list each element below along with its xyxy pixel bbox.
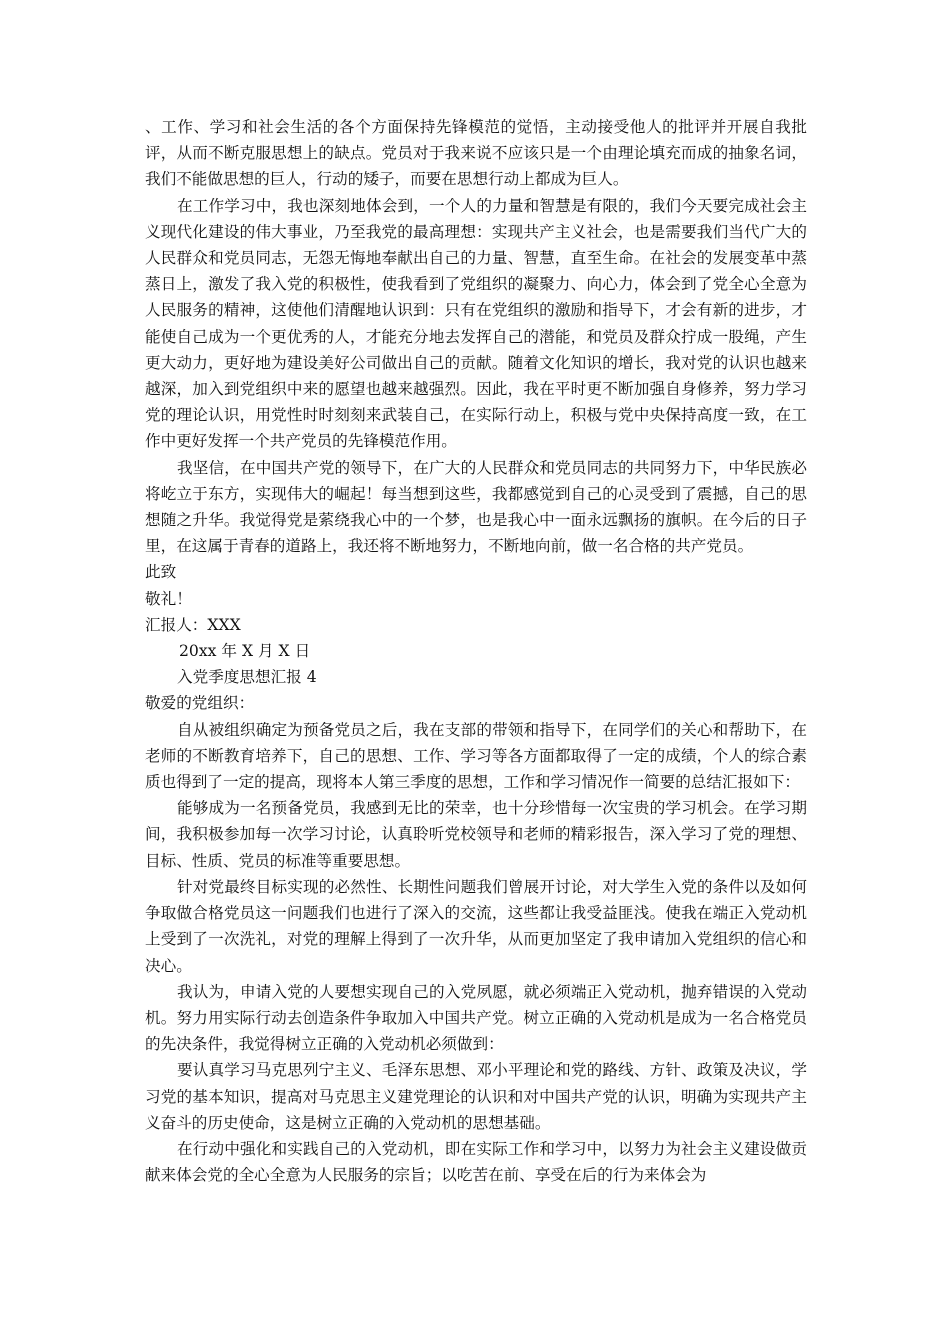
- date-line: 20xx 年 X 月 X 日: [179, 642, 311, 661]
- paragraph: 我认为，申请入党的人要想实现自己的入党夙愿，就必须端正入党动机，抛弃错误的入党动机。努力用实际行动去创造条件争取加入中国共产党。树立正确的入党动机是成为一名合格党员的先决条件，我觉得树立正确的入党动机必须做到：: [145, 982, 807, 1054]
- closing-line: 此致: [145, 563, 177, 582]
- paragraph: 要认真学习马克思列宁主义、毛泽东思想、邓小平理论和党的路线、方针、政策及决议，学习党的基本知识，提高对马克思主义建党理论的认识和对中国共产党的认识，明确为实现共产主义奋斗的历史使命，这是树立正确的入党动机的思想基础。: [145, 1061, 807, 1132]
- salutation: 敬爱的党组织：: [145, 694, 255, 713]
- closing-salute: 敬礼！: [145, 589, 192, 608]
- reporter-line: 汇报人：XXX: [145, 615, 241, 634]
- paragraph: 针对党最终目标实现的必然性、长期性问题我们曾展开讨论，对大学生入党的条件以及如何争取做合格党员这一问题我们也进行了深入的交流，这些都让我受益匪浅。使我在端正入党动机上受到了一次洗礼，对党的理解上得到了一次升华，从而更加坚定了我申请加入党组织的信心和决心。: [145, 877, 807, 975]
- paragraph: 自从被组织确定为预备党员之后，我在支部的带领和指导下，在同学们的关心和帮助下，在老师的不断教育培养下，自己的思想、工作、学习等各方面都取得了一定的成绩，个人的综合素质也得到了一定的提高，现将本人第三季度的思想，工作和学习情况作一简要的总结汇报如下：: [145, 720, 807, 792]
- paragraph: 能够成为一名预备党员，我感到无比的荣幸，也十分珍惜每一次宝贵的学习机会。在学习期间，我积极参加每一次学习讨论，认真聆听党校领导和老师的精彩报告，深入学习了党的理想、目标、性质、党员的标准等重要思想。: [145, 799, 807, 870]
- paragraph: 、工作、学习和社会生活的各个方面保持先锋模范的觉悟，主动接受他人的批评并开展自我批评，从而不断克服思想上的缺点。党员对于我来说不应该只是一个由理论填充而成的抽象名词，我们不能做思想的巨人，行动的矮子，而要在思想行动上都成为巨人。: [145, 118, 807, 189]
- document-page: [145, 114, 807, 1188]
- paragraph: 我坚信，在中国共产党的领导下，在广大的人民群众和党员同志的共同努力下，中华民族必将屹立于东方，实现伟大的崛起！每当想到这些，我都感觉到自己的心灵受到了震撼，自己的思想随之升华。我觉得党是萦绕我心中的一个梦，也是我心中一面永远飘扬的旗帜。在今后的日子里，在这属于青春的道路上，我还将不断地努力，不断地向前，做一名合格的共产党员。: [145, 458, 807, 556]
- paragraph: 在工作学习中，我也深刻地体会到，一个人的力量和智慧是有限的，我们今天要完成社会主义现代化建设的伟大事业，乃至我党的最高理想：实现共产主义社会，也是需要我们当代广大的人民群众和党员同志，无怨无悔地奉献出自己的力量、智慧，直至生命。在社会的发展变革中蒸蒸日上，激发了我入党的积极性，使我看到了党组织的凝聚力、向心力，体会到了党全心全意为人民服务的精神，这使他们清醒地认识到：只有在党组织的激励和指导下，才会有新的进步，才能使自己成为一个更优秀的人，才能充分地去发挥自己的潜能，和党员及群众拧成一股绳，产生更大动力，更好地为建设美好公司做出自己的贡献。随着文化知识的增长，我对党的认识也越来越深，加入到党组织中来的愿望也越来越强烈。因此，我在平时更不断加强自身修养，努力学习党的理论认识，用党性时时刻刻来武装自己，在实际行动上，积极与党中央保持高度一致，在工作中更好发挥一个共产党员的先锋模范作用。: [145, 196, 807, 451]
- section-title: 入党季度思想汇报 4: [177, 668, 317, 687]
- paragraph: 在行动中强化和实践自己的入党动机，即在实际工作和学习中，以努力为社会主义建设做贡献来体会党的全心全意为人民服务的宗旨；以吃苦在前、享受在后的行为来体会为: [145, 1139, 807, 1185]
